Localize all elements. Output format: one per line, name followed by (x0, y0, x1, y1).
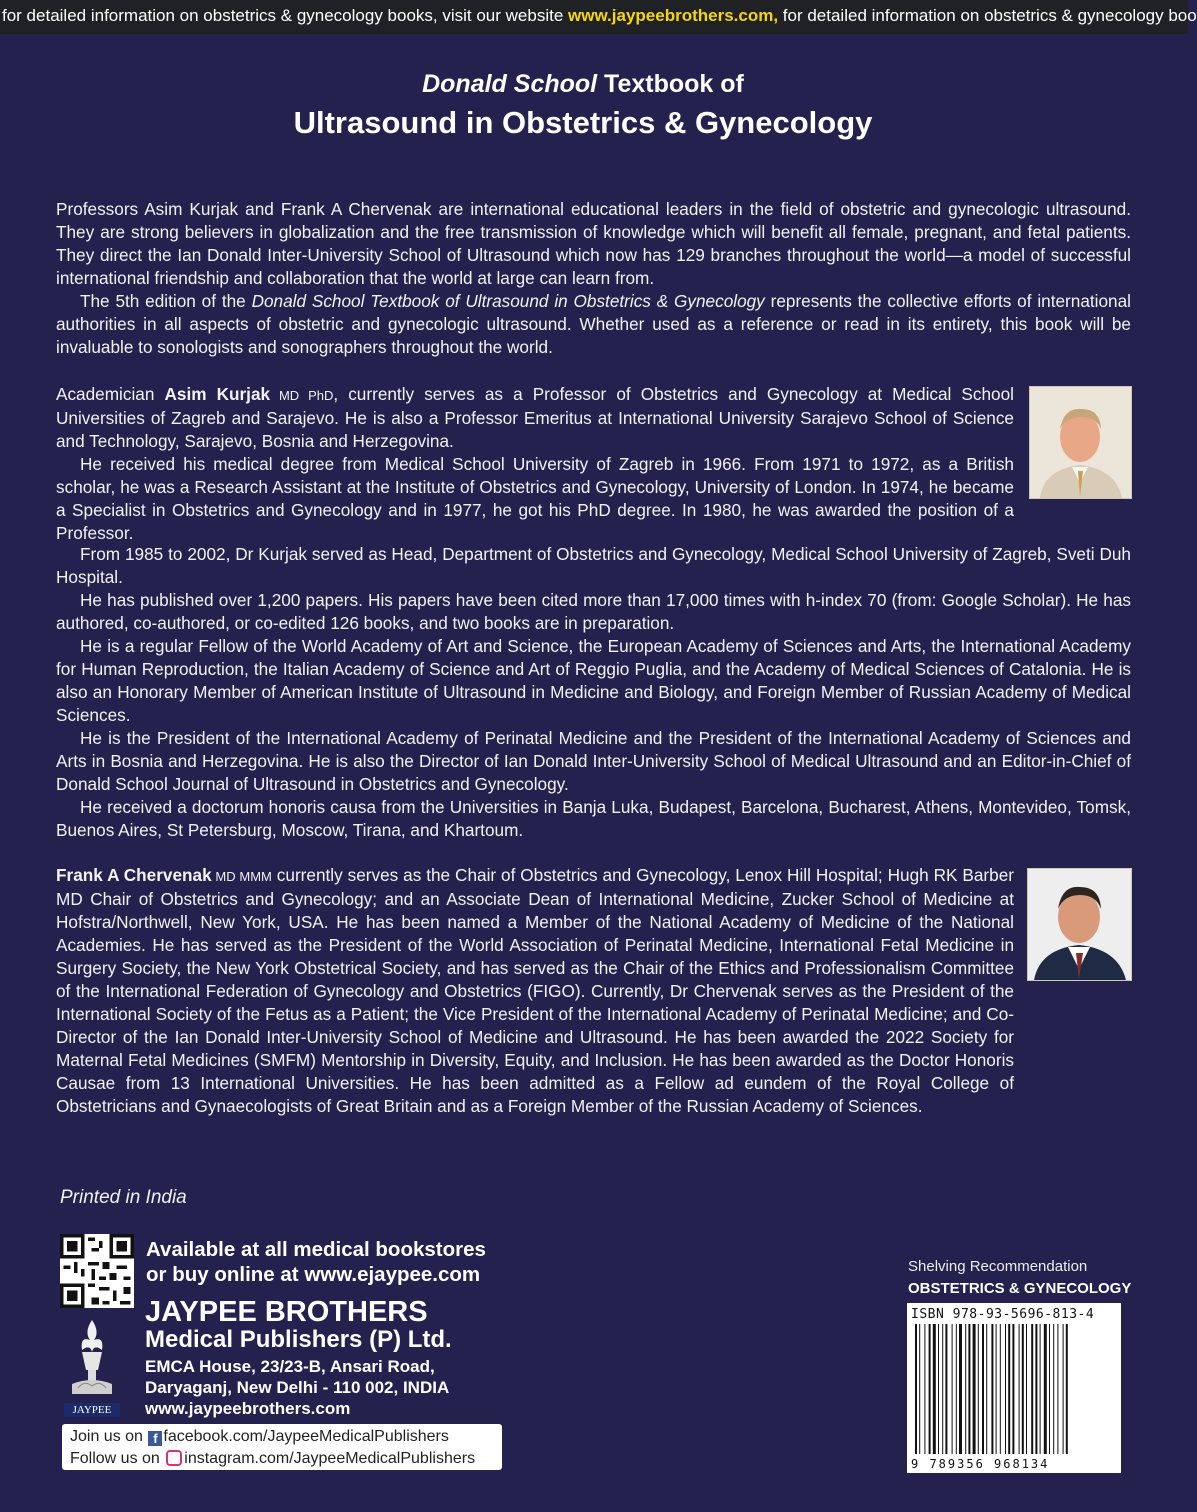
chervenak-portrait-icon (1028, 869, 1131, 980)
banner-text-pre: for detailed information on obstetrics & gynecology books, visit our website (2, 6, 569, 25)
banner-website-link[interactable]: www.jaypeebrothers.com, (568, 6, 779, 25)
kurjak-lead: Academician (56, 384, 165, 404)
jaypee-logo (64, 1318, 120, 1414)
social-links-box (62, 1424, 502, 1470)
chervenak-name: Frank A Chervenak (56, 865, 212, 885)
kurjak-bio-intro (56, 383, 1014, 545)
chervenak-degrees: MD MMM (211, 869, 272, 884)
join-us-label: Join us on (70, 1428, 148, 1445)
publisher-name: JAYPEE BROTHERS (145, 1296, 428, 1328)
instagram-link[interactable]: instagram.com/JaypeeMedicalPublishers (184, 1450, 476, 1467)
isbn-text: ISBN 978-93-5696-813-4 (911, 1307, 1095, 1322)
intro-paragraph-1: Professors Asim Kurjak and Frank A Chervenak are international educational leaders in the field of obstetric and gynecologic ultrasound. They are strong believers in globalization and the free transmission of knowledge which will benefit all female, pregnant, and fetal patients. They direct the Ian Donald Inter-University School of Ultrasound which now has 129 branches throughout the world—a model of successful international friendship and collaboration that the world at large can learn from. (56, 199, 1131, 288)
barcode-bars-icon (911, 1324, 1117, 1454)
shelving-label: Shelving Recommendation (908, 1258, 1088, 1275)
qr-code-icon[interactable] (60, 1234, 134, 1308)
kurjak-paragraph-7: He received a doctorum honoris causa from the Universities in Banja Luka, Budapest, Barcelona, Bucharest, Athens, Montevideo, Tomsk, Buenos Aires, St Petersburg, Moscow, Tirana, and Khartoum. (56, 797, 1131, 840)
kurjak-degrees: MD PhD (270, 388, 334, 403)
instagram-icon (166, 1450, 182, 1466)
kurjak-paragraph-4: He has published over 1,200 papers. His papers have been cited more than 17,000 times with h-index 70 (from: Google Scholar). He has authored, co-authored, or co-edited 126 books, and two books are in preparation. (56, 590, 1131, 633)
kurjak-paragraph-2: He received his medical degree from Medical School University of Zagreb in 1966. From 1971 to 1972, as a British scholar, he was a Research Assistant at the Institute of Obstetrics and Gynecology, University of London. In 1974, he became a Specialist in Obstetrics and Gynecology and in 1977, he got his PhD degree. In 1980, he was awarded the position of a Professor. (56, 454, 1014, 543)
instagram-row (70, 1448, 494, 1470)
isbn-barcode (907, 1303, 1121, 1473)
intro-section (56, 198, 1131, 359)
chervenak-paragraph-1 (56, 864, 1015, 1116)
isbn-digits: 9 789356 968134 (911, 1457, 1050, 1471)
kurjak-name: Asim Kurjak (164, 384, 271, 404)
chervenak-photo (1027, 868, 1132, 981)
intro-p2-b: represents the collective efforts of international authorities in all aspects of obstetric and gynecologic ultrasound. Whether used as a reference or read in its entirety, this book will be invaluable to sonologists and sonographers throughout the world. (56, 291, 1131, 357)
intro-p2-book-title: Donald School Textbook of Ultrasound in Obstetrics & Gynecology (251, 291, 765, 311)
address-line-1: EMCA House, 23/23-B, Ansari Road, (145, 1357, 435, 1376)
address-line-2: Daryaganj, New Delhi - 110 002, INDIA (145, 1378, 450, 1397)
kurjak-portrait-icon (1030, 387, 1131, 498)
chervenak-p1-rest: currently serves as the Chair of Obstetrics and Gynecology, Lenox Hill Hospital; Hugh RK Barber MD Chair of Obstetrics and Gynecology; and an Associate Dean of International Medicine, Zucker School of Medicine at Hofstra/Northwell, New York, USA. He has been named a Member of the National Academy of Medicine of the National Academies. He has served as the President of the World Association of Perinatal Medicine, International Fetal Medicine in Surgery Society, the New York Obstetrical Society, and has served as the Chair of the Ethics and Professionalism Committee of the International Federation of Gynecology and Obstetrics (FIGO). Currently, Dr Chervenak serves as the President of the International Society of the Fetus as a Patient; the Vice President of the International Academy of Perinatal Medicine; and Co-Director of the Ian Donald Inter-University School of Medicine and Ultrasound. He has been awarded the 2022 Society for Maternal Fetal Medicines (SMFM) Mentorship in Diversity, Equity, and Inclusion. He has been awarded as the Doctor Honoris Causae from 13 International Universities. He has been admitted as a Fellow ad eundem of the Royal College of Obstetricians and Gynaecologists of Great Britain and as a Foreign Member of the Russian Academy of Sciences. (56, 865, 1015, 1116)
kurjak-p1-rest: , currently serves as a Professor of Obstetrics and Gynecology at Medical School Universities of Zagreb and Sarajevo. He is also a Professor Emeritus at International University Sarajevo School of Science and Technology, Sarajevo, Bosnia and Herzegovina. (56, 384, 1014, 451)
printed-in-india: Printed in India (60, 1187, 187, 1208)
facebook-row (70, 1426, 494, 1448)
kurjak-paragraph-5: He is a regular Fellow of the World Academy of Art and Science, the European Academy of Sciences and Arts, the International Academy for Human Reproduction, the Italian Academy of Science and Art of Reggio Puglia, and the Academy of Medical Sciences of Catalonia. He is also an Honorary Member of American Institute of Ultrasound in Medicine and Biology, and Foreign Member of Russian Academy of Medical Sciences. (56, 636, 1131, 725)
kurjak-photo (1029, 386, 1132, 499)
shelving-value: OBSTETRICS & GYNECOLOGY (908, 1280, 1132, 1297)
facebook-link[interactable]: facebook.com/JaypeeMedicalPublishers (163, 1428, 449, 1445)
banner-text-post: for detailed information on obstetrics & gynecology boo (778, 6, 1197, 25)
book-title (0, 70, 1166, 141)
publisher-subtitle: Medical Publishers (P) Ltd. (145, 1326, 452, 1353)
title-series-italic: Donald School (422, 70, 598, 98)
publisher-address (145, 1356, 449, 1419)
title-main: Ultrasound in Obstetrics & Gynecology (293, 105, 873, 140)
title-series (0, 70, 1166, 99)
chervenak-bio-upper (56, 864, 1015, 1116)
torch-logo-icon (64, 1318, 120, 1398)
availability-text (146, 1237, 486, 1287)
intro-paragraph-2 (56, 290, 1131, 359)
title-series-rest: Textbook of (597, 70, 744, 98)
publisher-website-link[interactable]: www.jaypeebrothers.com (145, 1399, 351, 1418)
kurjak-paragraph-1 (56, 383, 1014, 453)
intro-p2-a: The 5th edition of the (80, 291, 252, 311)
availability-line-2: or buy online at www.ejaypee.com (146, 1263, 481, 1286)
kurjak-paragraph-3: From 1985 to 2002, Dr Kurjak served as Head, Department of Obstetrics and Gynecology, Medical School University of Zagreb, Sveti Duh Hospital. (56, 544, 1131, 587)
top-banner (0, 0, 1197, 34)
logo-label: JAYPEE (64, 1403, 120, 1417)
kurjak-paragraph-6: He is the President of the International Academy of Perinatal Medicine and the President of the International Academy of Sciences and Arts in Bosnia and Herzegovina. He is also the Director of Ian Donald Inter-University School of Medical Ultrasound and an Editor-in-Chief of Donald School Journal of Ultrasound in Obstetrics and Gynecology. (56, 728, 1131, 794)
follow-us-label: Follow us on (70, 1450, 165, 1467)
kurjak-bio-rest (56, 543, 1131, 842)
facebook-icon: f (148, 1431, 162, 1446)
availability-line-1: Available at all medical bookstores (146, 1238, 486, 1261)
